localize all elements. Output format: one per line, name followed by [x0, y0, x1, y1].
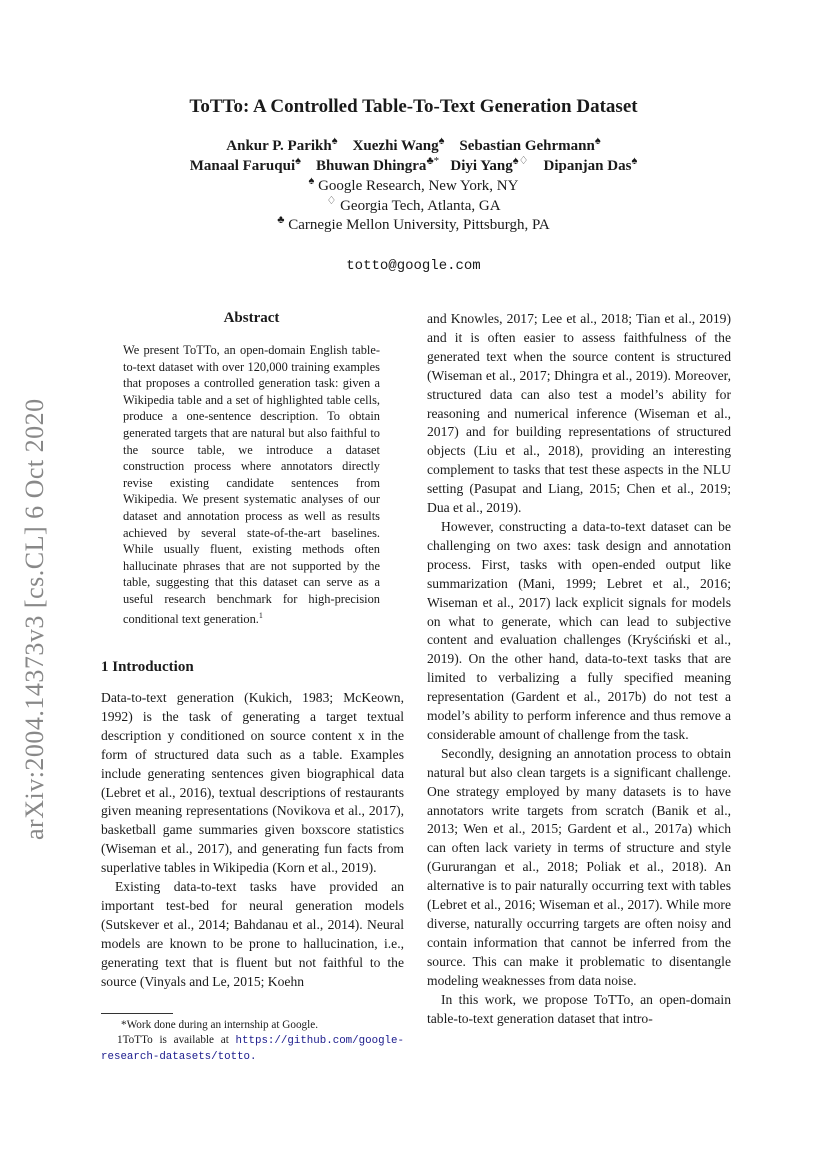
paper-title: ToTTo: A Controlled Table-To-Text Generation Dataset [189, 96, 638, 117]
paragraph: However, constructing a data-to-text dataset can be challenging on two axes: task design and annotation process. First, tasks with open-ended output like summarization (Mani, 1999; Lebret et al., 2016; Wiseman et al., 2017) lack explicit signals for models on what to generate, which can lead to subjective content and evaluation challenges (Kryściński et al., 2019). On the other hand, data-to-text tasks that are limited to verbalizing a fully specified meaning representation (Gardent et al., 2017b) do not test a model’s ability to perform inference and thus remove a considerable amount of challenge from the task. [427, 518, 731, 742]
paragraph: Secondly, designing an annotation process to obtain natural but also clean targets is a significant challenge. One strategy employed by many datasets is to have annotators write targets from scratch (Banik et al., 2013; Wen et al., 2015; Gardent et al., 2017a) which can often lack variety in terms of structure and style (Gururangan et al., 2018; Poliak et al., 2018). An alternative is to pair naturally occurring text with tables (Lebret et al., 2016; Wiseman et al., 2017). While more diverse, naturally occurring targets are often noisy and contain information that cannot be inferred from the source. This can make it problematic to disentangle modeling weaknesses from data noise. [427, 745, 731, 988]
author-line-1: Ankur P. Parikh♠ Xuezhi Wang♠ Sebastian Gehrmann♠ [226, 135, 601, 154]
affiliation-cmu: ♣ Carnegie Mellon University, Pittsburgh, PA [277, 214, 550, 233]
affiliation-google: ♠ Google Research, New York, NY [308, 175, 519, 194]
abstract-heading: Abstract [223, 310, 280, 326]
paragraph: and Knowles, 2017; Lee et al., 2018; Tian et al., 2019) and it is often easier to assess faithfulness of the generated text when the source content is structured (Wiseman et al., 2017; Dhingra et al., 2019). Moreover, structured data can also test a model’s ability for reasoning and numerical inference (Wiseman et al., 2017) and for building representations of structured objects (Liu et al., 2018), providing an interesting complement to tasks that test these aspects in the NLU setting (Pasupat and Liang, 2015; Chen et al., 2019; Dua et al., 2019). [427, 311, 731, 516]
author-line-2: Manaal Faruqui♠ Bhuwan Dhingra♣* Diyi Yang♠♢ Dipanjan Das♠ [189, 155, 638, 174]
abstract-body: We present ToTTo, an open-domain English table-to-text dataset with over 120,000 training examples that proposes a controlled generation task: given a Wikipedia table and a set of highlighted table cells, produce a one-sentence description. To obtain generated targets that are natural but also faithful to the source table, we introduce a dataset construction process where annotators directly revise existing candidate sentences from Wikipedia. We present systematic analyses of our dataset and annotation process as well as results achieved by several state-of-the-art baselines. While usually fluent, existing methods often hallucinate phrases that are not supported by the table, suggesting that this dataset can serve as a useful research benchmark for high-precision conditional text generation.$^1$ [123, 343, 380, 626]
footnote-rule [101, 1013, 173, 1014]
author: Bhuwan Dhingra [315, 158, 427, 174]
left-column [101, 689, 404, 992]
paragraph: In this work, we propose ToTTo, an open-domain table-to-text generation dataset that intro- [427, 991, 731, 1026]
author: Dipanjan Das [543, 158, 632, 174]
author: Xuezhi Wang [352, 138, 439, 154]
arxiv-stamp: arXiv:2004.14373v3 [cs.CL] 6 Oct 2020 [20, 398, 49, 840]
paragraph: Data-to-text generation (Kukich, 1983; McKeown, 1992) is the task of generating a target textual description y conditioned on source content x in the form of structured data such as a table. Examples include generating sentences given biographical data (Lebret et al., 2016), textual descriptions of restaurants given meaning representations (Novikova et al., 2017), basketball game summaries given boxscore statistics (Wiseman et al., 2017), and generating fun facts from superlative tables in Wikipedia (Korn et al., 2019). [101, 690, 404, 876]
author: Manaal Faruqui [189, 158, 296, 174]
paragraph: Existing data-to-text tasks have provided an important test-bed for neural generation models (Sutskever et al., 2014; Bahdanau et al., 2014). Neural models are known to be prone to hallucination, i.e., generating text that is fluent but not faithful to the source (Vinyals and Le, 2015; Koehn [101, 879, 404, 989]
footnotes [101, 1018, 404, 1065]
affiliation-gatech: ♢ Georgia Tech, Atlanta, GA [326, 195, 501, 214]
contact-email[interactable]: totto@google.com [346, 258, 481, 274]
repo-link[interactable]: https://github.com/google-research-datasets/totto. [101, 1035, 404, 1063]
author: Ankur P. Parikh [226, 138, 332, 154]
author: Diyi Yang [450, 158, 513, 174]
right-column [427, 310, 731, 1028]
author: Sebastian Gehrmann [459, 138, 595, 154]
footnote: 1ToTTo is available at https://github.com/google-research-datasets/totto. [101, 1034, 404, 1063]
section-heading-introduction: 1 Introduction [101, 659, 194, 675]
footnote: *Work done during an internship at Google. [121, 1019, 319, 1031]
